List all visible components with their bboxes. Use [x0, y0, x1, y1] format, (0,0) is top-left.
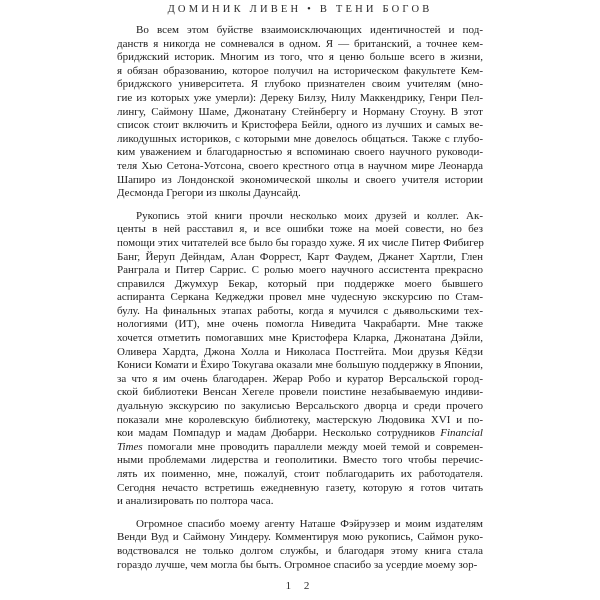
text-line: ской библиотеки Венсан Хегеле провели поистине незабываемую индиви-	[117, 386, 483, 399]
text-line: список стоит включить и Кристофера Бейли, одного из лучших и самых ве-	[117, 119, 483, 132]
text-line: лять их поименно, мне, пожалуй, стоит поблагодарить их работодателя.	[117, 468, 483, 480]
text-line: центы в ней расставил я, и все ошибки тоже на моей совести, но без	[117, 223, 483, 236]
text-line: Десмонда Грегори из школы Даунсайд.	[117, 187, 301, 200]
text-line: Ранграла и Питер Саррис. С ролью моего научного ассистента прекрасно	[117, 264, 483, 277]
text-line: булу. На финальных этапах работы, когда я мучился с дьявольскими тех-	[117, 304, 483, 317]
body-text	[117, 24, 483, 572]
text-line: я обязан образованию, которое получил на историческом факультете Кем-	[117, 64, 483, 77]
paragraph-2	[117, 210, 483, 509]
text-line: Сегодня нечасто встретишь ежедневную газету, которую я готов читать	[117, 481, 483, 494]
text-line: ными проблемами лидерства и геополитики. Вместо того чтобы перечис-	[117, 454, 483, 467]
text-line: помощи этих читателей все было бы гораздо хуже. Я их числе Питер Фибигер	[117, 236, 484, 249]
running-head: ДОМИНИК ЛИВЕН • В ТЕНИ БОГОВ	[167, 4, 433, 15]
text-line: Кониси Комати и Ёхиро Токугава оказали мне большую поддержку в Японии,	[117, 359, 483, 372]
text-line: за что я им очень благодарен. Жерар Робо и куратор Версальской город-	[117, 372, 483, 385]
text-line: гие из которых уже умерли): Дереку Билзу, Нилу Маккендрику, Генри Пел-	[117, 91, 483, 104]
text-line: Оливера Хардта, Джона Холла и Николаса Постгейта. Мои друзья Кёдзи	[117, 345, 483, 358]
text-line: аспиранта Серкана Кеджеджи провел мне чудесную экскурсию по Стам-	[117, 291, 483, 304]
text-line: нологиями (ИТ), мне очень помогла Ниведита Чакрабарти. Мне также	[117, 318, 483, 331]
text-line: Венди Вуд и Саймону Уиндеру. Комментируя мою рукопись, Саймон руко-	[117, 531, 483, 544]
text-line: Огромное спасибо моему агенту Наташе Фэйруэзер и моим издателям	[136, 517, 483, 530]
text-line: кои мадам Помпадур и мадам Дюбарри. Несколько сотрудников Financial	[117, 427, 483, 440]
paragraph-3	[117, 518, 483, 572]
text-line: данств я никогда не сомневался в одном. Я — британский, а точнее кем-	[117, 37, 483, 50]
text-line: хочется отметить помогавших мне Кристофера Кларка, Джонатана Дэйли,	[117, 332, 483, 345]
text-line: показали мне королевскую библиотеку, мастерскую Людовика XVI и по-	[117, 413, 483, 426]
text-line: дуальную экскурсию по закулисью Версальского дворца и среди прочего	[117, 400, 483, 413]
page-number: 1 2	[285, 580, 315, 592]
text-line: ким уважением и благодарностью я вспоминаю своего научного руководи-	[117, 146, 483, 159]
text-line: водствовался не только долгом службы, и благодаря этому книга стала	[117, 544, 483, 557]
text-line: Рукопись этой книги прочли несколько моих друзей и коллег. Ак-	[136, 209, 483, 222]
text-line: Шапиро из Лондонской экономической школы и своего учителя истории	[117, 173, 483, 186]
text-line: теля Хью Сетона-Уотсона, своего крестного отца в научном мире Леонарда	[117, 159, 483, 172]
text-line: бриджского университета. Я глубоко признателен своим учителям (мно-	[117, 78, 483, 91]
text-line: ликодушных историков, с которыми мне довелось общаться. Также с глубо-	[117, 132, 483, 145]
text-line: Банг, Йеруп Дейндам, Алан Форрест, Карт Фаудем, Джанет Хартли, Глен	[117, 250, 483, 263]
text-line: лингу, Саймону Шаме, Джонатану Стейнбергу и Норману Стоуну. В этот	[117, 105, 483, 118]
text-line: Во всем этом буйстве взаимоисключающих идентичностей и под-	[136, 24, 483, 36]
text-line: бриджский историк. Многим из того, что я ценю больше всего в жизни,	[117, 51, 483, 64]
text-line: справился Джумхур Бекар, который при поддержке моего бывшего	[117, 277, 483, 290]
text-line: и анализировать по полтора часа.	[117, 495, 274, 508]
paragraph-1	[117, 24, 483, 201]
text-line: Times помогали мне проводить параллели между моей темой и современ-	[117, 440, 483, 453]
text-line: гораздо лучше, чем могла бы быть. Огромное спасибо за усердие моему зор-	[117, 558, 478, 571]
